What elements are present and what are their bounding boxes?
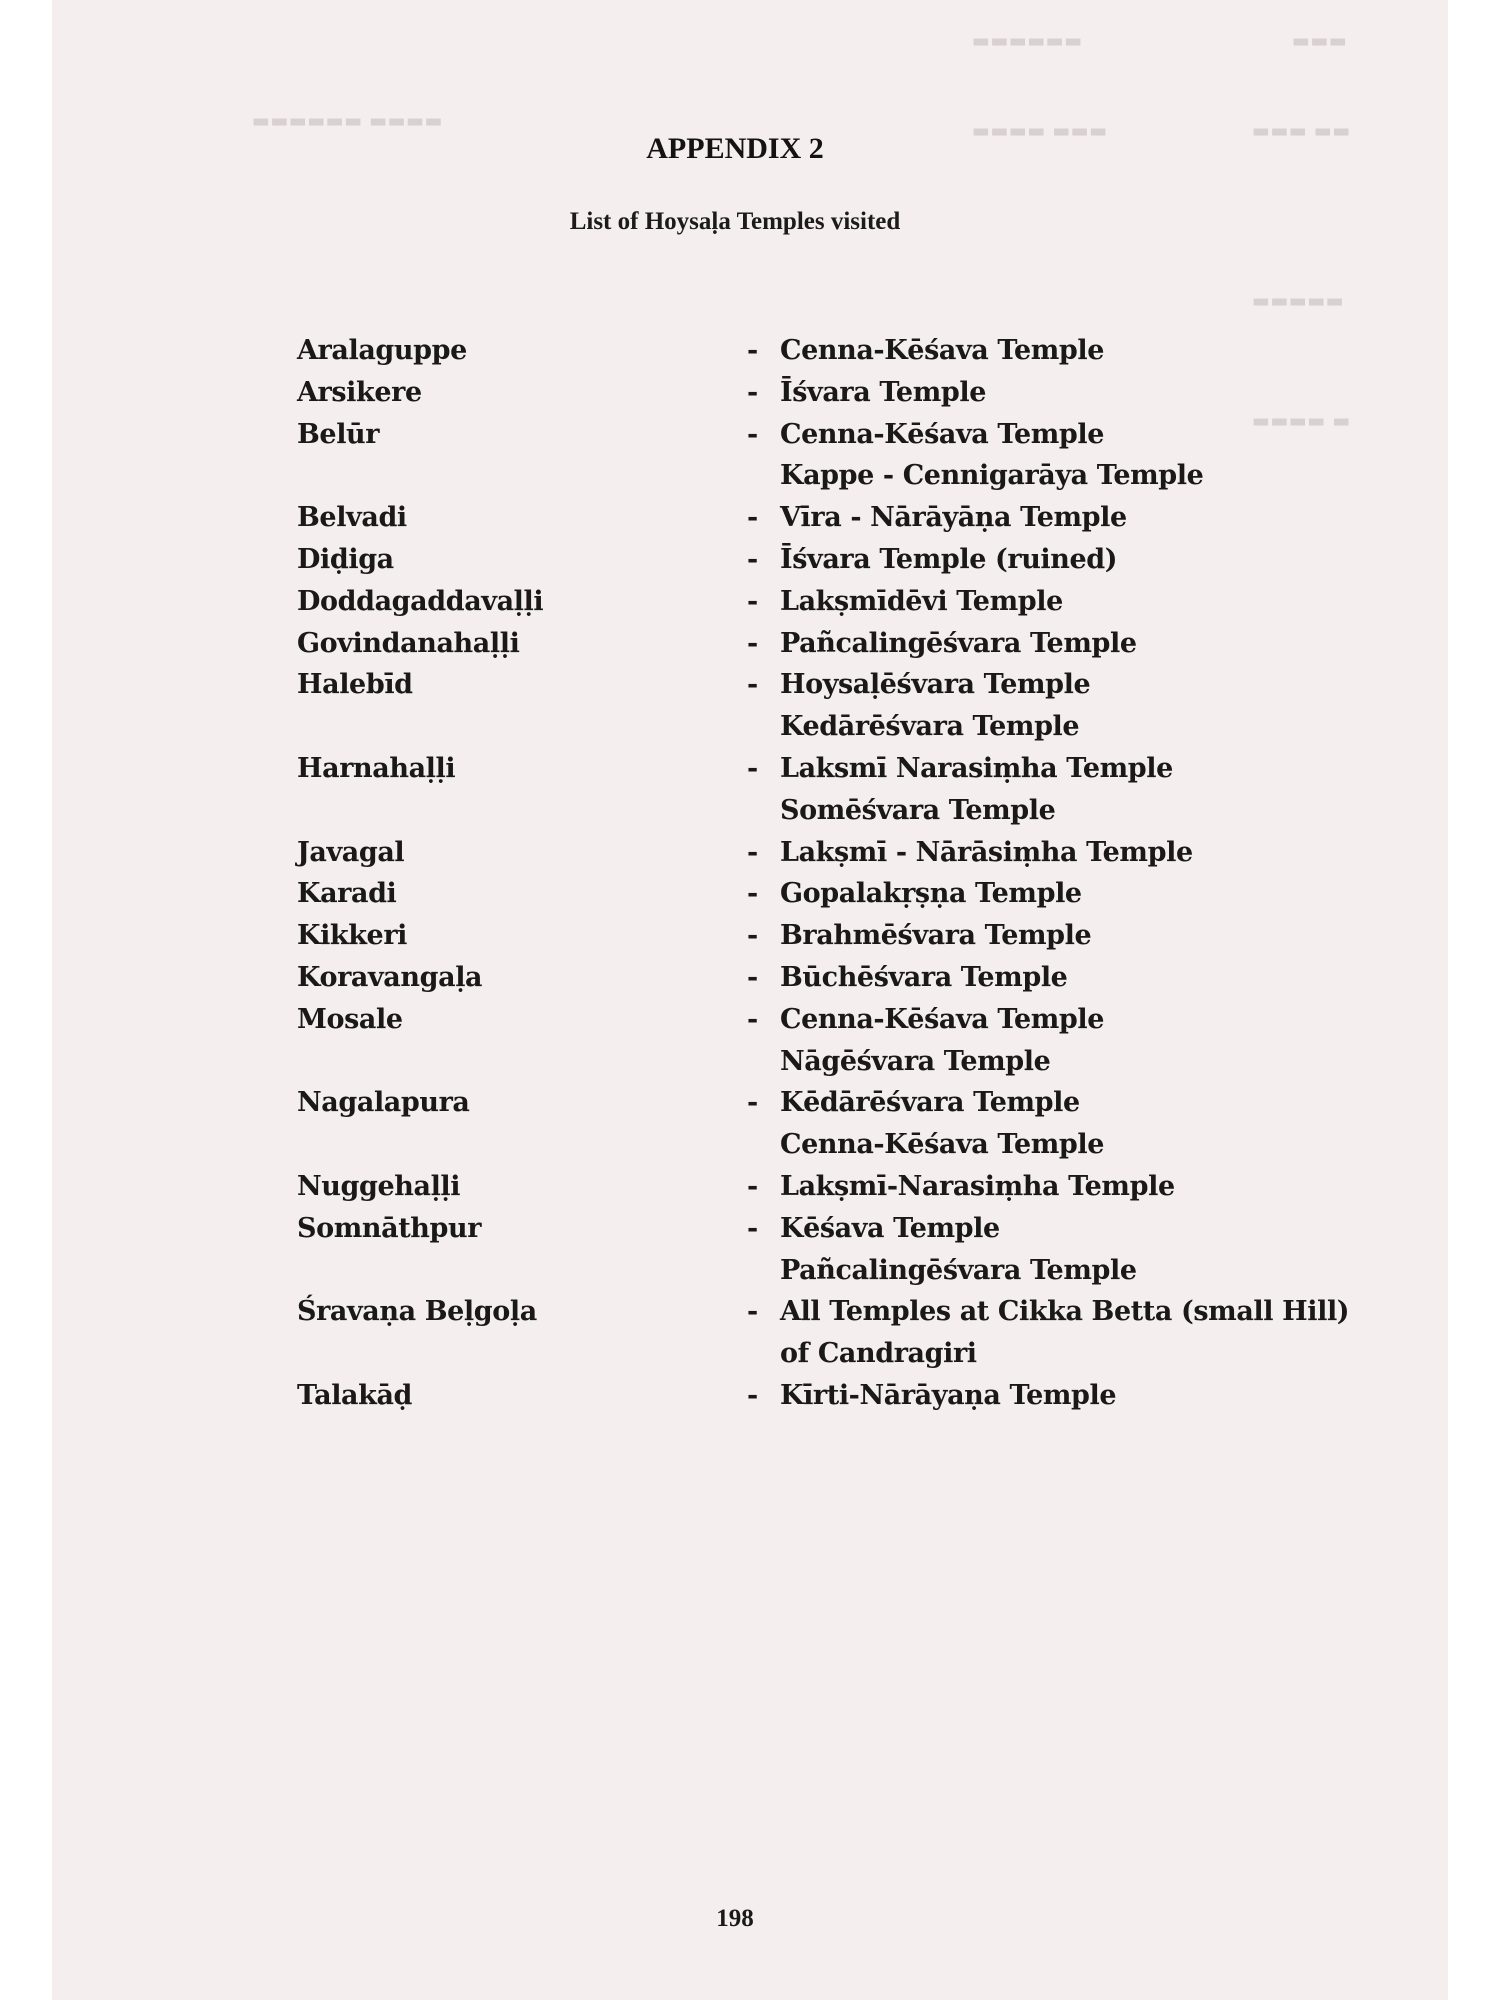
place-name: Nagalapura bbox=[297, 1087, 470, 1119]
place-name: Mosale bbox=[297, 1003, 403, 1035]
temple-name: Vīra - Nārāyāṇa Temple bbox=[780, 502, 1127, 534]
temple-name: Gopalakṛṣṇa Temple bbox=[780, 878, 1082, 910]
place-name: Belvadi bbox=[297, 502, 407, 534]
temple-names bbox=[747, 330, 1347, 372]
temple-name: Laksmī Narasiṃha Temple bbox=[780, 752, 1173, 784]
temple-names bbox=[747, 539, 1347, 581]
temple-name: Cenna-Kēśava Temple bbox=[780, 1129, 1105, 1161]
temple-name: Lakṣmīdēvi Temple bbox=[780, 585, 1063, 617]
temple-name: Hoysaḷēśvara Temple bbox=[780, 669, 1091, 701]
separator-dash: - bbox=[747, 878, 758, 910]
temple-names bbox=[747, 497, 1347, 539]
temple-names bbox=[747, 414, 1347, 498]
temple-name: All Temples at Cikka Betta (small Hill) bbox=[780, 1296, 1350, 1328]
list-item bbox=[297, 623, 1347, 665]
place-name: Aralaguppe bbox=[297, 335, 467, 366]
temple-names bbox=[747, 999, 1347, 1083]
separator-dash bbox=[747, 1041, 780, 1083]
temple-line bbox=[747, 664, 1347, 706]
list-item bbox=[297, 1082, 1347, 1166]
temple-names bbox=[747, 1291, 1349, 1375]
list-item bbox=[297, 414, 1347, 498]
list-item bbox=[297, 1208, 1347, 1292]
temple-line bbox=[747, 330, 1347, 372]
temple-line bbox=[747, 1250, 1347, 1292]
temple-name: Pañcalingēśvara Temple bbox=[780, 627, 1137, 659]
temple-line bbox=[747, 581, 1347, 623]
separator-dash: - bbox=[747, 752, 758, 784]
temple-line bbox=[747, 623, 1347, 665]
temple-name: Cenna-Kēśava Temple bbox=[780, 335, 1105, 366]
temple-line bbox=[747, 1124, 1347, 1166]
place-name: Koravangaḷa bbox=[297, 961, 483, 993]
bleed-through-text: ▬▬▬ bbox=[1292, 30, 1348, 52]
temple-line bbox=[747, 873, 1347, 915]
separator-dash: - bbox=[747, 1087, 758, 1119]
temple-line bbox=[747, 706, 1347, 748]
temple-name: Brahmēśvara Temple bbox=[780, 920, 1092, 952]
temple-name: Pañcalingēśvara Temple bbox=[780, 1254, 1137, 1286]
list-item bbox=[297, 581, 1347, 623]
temple-line bbox=[747, 1166, 1347, 1208]
temple-line bbox=[747, 539, 1347, 581]
temple-name: Cenna-Kēśava Temple bbox=[780, 1003, 1105, 1035]
temple-names bbox=[747, 1375, 1347, 1417]
list-item bbox=[297, 1291, 1350, 1375]
temple-line bbox=[747, 1041, 1347, 1083]
page-number: 198 bbox=[716, 1905, 754, 1932]
temple-name: Īśvara Temple (ruined) bbox=[780, 543, 1118, 575]
separator-dash bbox=[747, 790, 780, 832]
bleed-through-text: ▬▬▬▬▬ bbox=[1252, 290, 1345, 312]
temple-line bbox=[747, 1082, 1347, 1124]
list-item bbox=[297, 748, 1347, 832]
temple-name: Kēdārēśvara Temple bbox=[780, 1087, 1080, 1119]
temple-line bbox=[747, 957, 1347, 999]
temple-names bbox=[747, 873, 1347, 915]
list-item bbox=[297, 957, 1347, 999]
place-name: Doddagaddavaḷḷi bbox=[297, 585, 544, 617]
temple-line bbox=[747, 915, 1347, 957]
separator-dash: - bbox=[747, 1003, 758, 1035]
bleed-through-text: ▬▬▬▬ ▬▬▬ bbox=[972, 120, 1108, 142]
separator-dash: - bbox=[747, 1379, 758, 1411]
bleed-through-text: ▬▬▬▬▬▬ bbox=[972, 30, 1083, 52]
list-item bbox=[297, 999, 1347, 1083]
temple-line bbox=[747, 1375, 1347, 1417]
place-name: Śravaṇa Beḷgoḷa bbox=[297, 1296, 537, 1328]
separator-dash: - bbox=[747, 585, 758, 617]
temple-names bbox=[747, 748, 1347, 832]
separator-dash: - bbox=[747, 543, 758, 575]
temple-name: Kīrti-Nārāyaṇa Temple bbox=[780, 1379, 1117, 1411]
separator-dash: - bbox=[747, 920, 758, 952]
place-name: Arsikere bbox=[297, 376, 422, 408]
temple-name: Kappe - Cennigarāya Temple bbox=[780, 460, 1204, 492]
temple-names bbox=[747, 664, 1347, 748]
separator-dash: - bbox=[747, 669, 758, 701]
separator-dash: - bbox=[747, 418, 758, 450]
list-item bbox=[297, 832, 1347, 874]
separator-dash: - bbox=[747, 376, 758, 408]
temple-name: Kēśava Temple bbox=[780, 1212, 1000, 1244]
temple-name: Kedārēśvara Temple bbox=[780, 711, 1080, 743]
list-item bbox=[297, 330, 1347, 372]
place-name: Talakāḍ bbox=[297, 1379, 413, 1411]
temple-line bbox=[747, 455, 1347, 497]
bleed-through-text: ▬▬▬ ▬▬ bbox=[1252, 120, 1351, 142]
temple-names bbox=[747, 372, 1347, 414]
place-name: Kikkeri bbox=[297, 920, 407, 952]
temple-line bbox=[747, 1291, 1349, 1333]
temple-name: Nāgēśvara Temple bbox=[780, 1045, 1051, 1077]
place-name: Javagal bbox=[297, 836, 405, 868]
list-item bbox=[297, 539, 1347, 581]
temple-name: Būchēśvara Temple bbox=[780, 961, 1068, 993]
temple-names bbox=[747, 832, 1347, 874]
list-item bbox=[297, 915, 1347, 957]
separator-dash: - bbox=[747, 836, 758, 868]
place-name: Karadi bbox=[297, 878, 397, 910]
separator-dash: - bbox=[747, 335, 758, 366]
separator-dash: - bbox=[747, 502, 758, 534]
separator-dash bbox=[747, 1124, 780, 1166]
separator-dash bbox=[747, 1250, 780, 1292]
separator-dash: - bbox=[747, 1212, 758, 1244]
temple-names bbox=[747, 581, 1347, 623]
list-item bbox=[297, 1375, 1347, 1417]
temple-list bbox=[297, 330, 1350, 1417]
list-item bbox=[297, 372, 1347, 414]
separator-dash: - bbox=[747, 961, 758, 993]
list-item bbox=[297, 664, 1347, 748]
place-name: Halebīd bbox=[297, 669, 413, 701]
temple-name: Lakṣmī - Nārāsiṃha Temple bbox=[780, 836, 1193, 868]
temple-line bbox=[747, 790, 1347, 832]
list-item bbox=[297, 497, 1347, 539]
place-name: Belūr bbox=[297, 418, 380, 450]
separator-dash bbox=[747, 1333, 780, 1375]
place-name: Govindanahaḷḷi bbox=[297, 627, 520, 659]
temple-line bbox=[747, 999, 1347, 1041]
separator-dash: - bbox=[747, 627, 758, 659]
temple-name: Īśvara Temple bbox=[780, 376, 986, 408]
temple-names bbox=[747, 1166, 1347, 1208]
separator-dash: - bbox=[747, 1170, 758, 1202]
temple-names bbox=[747, 1082, 1347, 1166]
temple-names bbox=[747, 957, 1347, 999]
temple-name: of Candragiri bbox=[780, 1338, 977, 1370]
temple-names bbox=[747, 915, 1347, 957]
temple-line bbox=[747, 832, 1347, 874]
temple-line bbox=[747, 372, 1347, 414]
temple-names bbox=[747, 623, 1347, 665]
separator-dash bbox=[747, 706, 780, 748]
temple-name: Cenna-Kēśava Temple bbox=[780, 418, 1105, 450]
separator-dash: - bbox=[747, 1296, 758, 1328]
place-name: Diḍiga bbox=[297, 543, 394, 575]
place-name: Harnahaḷḷi bbox=[297, 752, 456, 784]
appendix-title: APPENDIX 2 bbox=[646, 132, 824, 165]
list-item bbox=[297, 1166, 1347, 1208]
temple-name: Lakṣmī-Narasiṃha Temple bbox=[780, 1170, 1175, 1202]
list-item bbox=[297, 873, 1347, 915]
temple-name: Somēśvara Temple bbox=[780, 794, 1056, 826]
temple-line bbox=[747, 1208, 1347, 1250]
place-name: Somnāthpur bbox=[297, 1212, 482, 1244]
bleed-through-text: ▬▬▬▬▬▬ ▬▬▬▬ bbox=[252, 110, 444, 132]
separator-dash bbox=[747, 455, 780, 497]
temple-line bbox=[747, 748, 1347, 790]
bleed-through-text: ▬▬▬▬ ▬ bbox=[1252, 410, 1351, 432]
temple-line bbox=[747, 1333, 1349, 1375]
appendix-subtitle: List of Hoysaḷa Temples visited bbox=[569, 208, 901, 235]
temple-line bbox=[747, 414, 1347, 456]
temple-line bbox=[747, 497, 1347, 539]
temple-names bbox=[747, 1208, 1347, 1292]
place-name: Nuggehaḷḷi bbox=[297, 1170, 461, 1202]
